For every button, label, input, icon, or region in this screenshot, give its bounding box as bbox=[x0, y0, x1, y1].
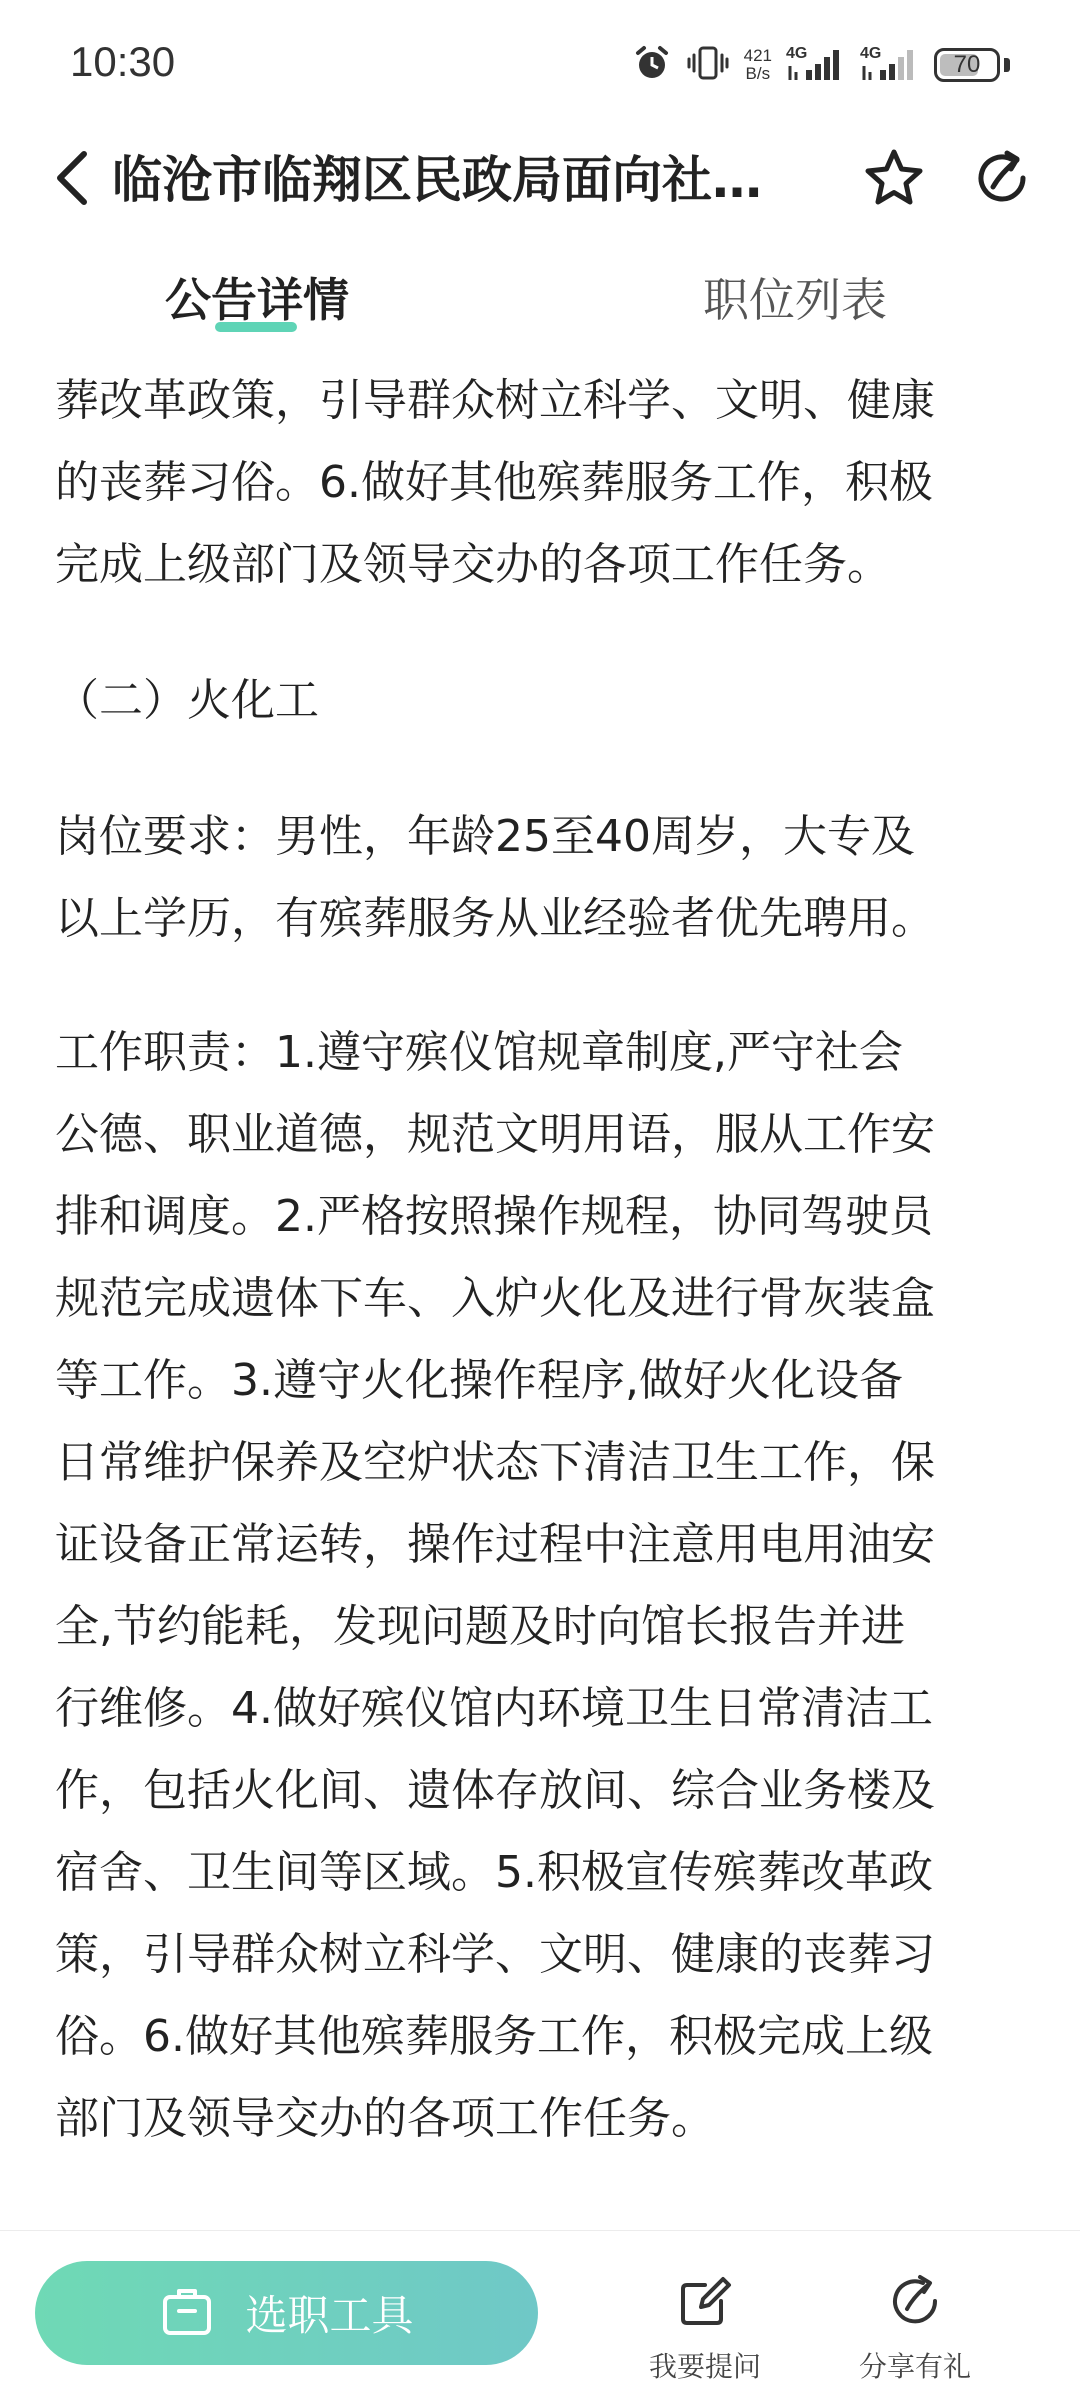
duties-line: 等工作。3.遵守火化操作程序,做好火化设备 bbox=[55, 1355, 903, 1406]
duties-line: 工作职责：1.遵守殡仪馆规章制度,严守社会 bbox=[55, 1027, 903, 1078]
duties-line: 全,节约能耗，发现问题及时向馆长报告并进 bbox=[55, 1601, 905, 1652]
requirements-paragraph bbox=[55, 796, 1035, 960]
ask-question-button[interactable] bbox=[630, 2271, 780, 2386]
status-time: 10:30 bbox=[70, 38, 176, 85]
battery-indicator bbox=[934, 48, 1000, 82]
status-bar bbox=[0, 0, 1080, 130]
job-tool-label: 选职工具 bbox=[245, 2291, 414, 2340]
content-line: 的丧葬习俗。6.做好其他殡葬服务工作，积极 bbox=[55, 457, 933, 508]
duties-line: 作，包括火化间、遗体存放间、综合业务楼及 bbox=[55, 1765, 935, 1816]
duties-paragraph bbox=[55, 1012, 1035, 2160]
net-speed bbox=[744, 47, 772, 83]
chevron-left-icon bbox=[50, 148, 94, 212]
ask-question-label: 我要提问 bbox=[648, 2350, 761, 2383]
share-reward-button[interactable] bbox=[840, 2271, 990, 2386]
duties-line: 排和调度。2.严格按照操作规程，协同驾驶员 bbox=[55, 1191, 933, 1242]
signal-4g-label: 4G bbox=[786, 45, 808, 62]
content-intro bbox=[55, 360, 1035, 606]
star-icon bbox=[863, 147, 925, 213]
announcement-content bbox=[55, 360, 1035, 2160]
content-line: 完成上级部门及领导交办的各项工作任务。 bbox=[55, 539, 891, 590]
tab-announcement-detail[interactable]: 公告详情 bbox=[165, 273, 349, 327]
tab-bar bbox=[0, 260, 1080, 350]
back-button[interactable] bbox=[40, 148, 104, 212]
section-title: （二）火化工 bbox=[55, 675, 319, 726]
battery-tip bbox=[1004, 58, 1010, 72]
share-icon bbox=[885, 2271, 945, 2335]
net-speed-value: 421 bbox=[743, 46, 772, 65]
page-title: 临沧市临翔区民政局面向社… bbox=[112, 151, 762, 209]
duties-line: 部门及领导交办的各项工作任务。 bbox=[55, 2093, 715, 2144]
alarm-icon bbox=[632, 43, 672, 87]
bottom-action-bar bbox=[0, 2230, 1080, 2399]
signal-4g-icon-2 bbox=[860, 42, 920, 88]
duties-line: 公德、职业道德，规范文明用语，服从工作安 bbox=[55, 1109, 935, 1160]
share-reward-label: 分享有礼 bbox=[858, 2350, 971, 2383]
share-top-button[interactable] bbox=[966, 144, 1038, 216]
requirements-line: 岗位要求：男性，年龄25至40周岁，大专及 bbox=[55, 811, 915, 862]
briefcase-icon bbox=[159, 2283, 215, 2343]
favorite-button[interactable] bbox=[858, 144, 930, 216]
edit-icon bbox=[675, 2271, 735, 2335]
duties-line: 宿舍、卫生间等区域。5.积极宣传殡葬改革政 bbox=[55, 1847, 933, 1898]
duties-line: 俗。6.做好其他殡葬服务工作，积极完成上级 bbox=[55, 2011, 933, 2062]
duties-line: 证设备正常运转，操作过程中注意用电用油安 bbox=[55, 1519, 935, 1570]
vibrate-icon bbox=[686, 43, 730, 87]
content-line: 葬改革政策，引导群众树立科学、文明、健康 bbox=[55, 375, 935, 426]
title-bar bbox=[0, 130, 1080, 230]
duties-line: 日常维护保养及空炉状态下清洁卫生工作，保 bbox=[55, 1437, 935, 1488]
status-icons bbox=[632, 40, 1010, 90]
signal-4g-label-2: 4G bbox=[860, 45, 882, 62]
requirements-line: 以上学历，有殡葬服务从业经验者优先聘用。 bbox=[55, 893, 935, 944]
share-icon bbox=[971, 147, 1033, 213]
duties-line: 行维修。4.做好殡仪馆内环境卫生日常清洁工 bbox=[55, 1683, 933, 1734]
battery-level: 70 bbox=[953, 51, 981, 78]
duties-line: 策，引导群众树立科学、文明、健康的丧葬习 bbox=[55, 1929, 935, 1980]
signal-4g-icon bbox=[786, 42, 846, 88]
tab-job-list[interactable]: 职位列表 bbox=[703, 273, 887, 327]
job-tool-button[interactable] bbox=[35, 2261, 538, 2365]
net-speed-unit: B/s bbox=[745, 64, 771, 83]
duties-line: 规范完成遗体下车、入炉火化及进行骨灰装盒 bbox=[55, 1273, 935, 1324]
